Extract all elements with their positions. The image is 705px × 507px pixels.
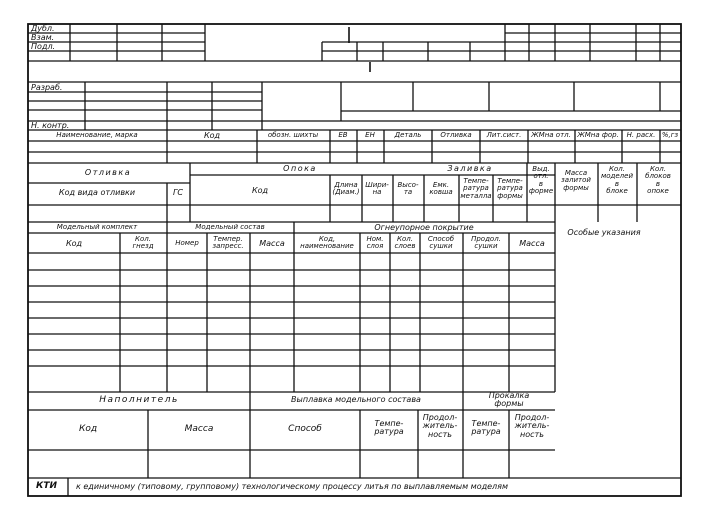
- footer-caption: к единичному (типовому, групповому) технологическому процессу литья по выплавляемым моделям: [76, 482, 509, 491]
- melt-duration-header: Продол- житель- ность: [422, 413, 458, 439]
- footer-kti-label: КТИ: [36, 481, 58, 491]
- model-mass-header: Масса: [259, 239, 285, 248]
- refractory-coating-title: Огнеупорное покрытие: [374, 223, 474, 232]
- flask-title: Опока: [283, 164, 317, 173]
- header-row-dubl: Дубл.: [31, 24, 55, 33]
- coating-mass-header: Масса: [519, 239, 545, 248]
- gs-header: ГС: [172, 188, 184, 197]
- blocks-in-flask-header: Кол. блоков в опоке: [645, 165, 671, 196]
- models-in-block-header: Кол. моделей в блоке: [600, 165, 634, 196]
- casting-kind-code-header: Код вида отливки: [58, 188, 136, 197]
- casting-title: Отливка: [84, 168, 132, 177]
- press-temp-header: Темпер. запресс.: [212, 235, 244, 251]
- flask-width-header: Шири- на: [365, 181, 389, 197]
- firing-temp-header: Темпе- ратура: [471, 419, 501, 437]
- material-code-header: Код: [203, 131, 221, 140]
- material-name-header: Наименование, марка: [56, 131, 138, 139]
- metal-temp-header: Темпе- ратура металла: [460, 177, 492, 200]
- filler-mass-header: Масса: [184, 424, 214, 434]
- castings-in-form-header: Выд. отл. в форме: [528, 165, 554, 196]
- flask-code-header: Код: [251, 186, 269, 195]
- header-row-podl: Подл.: [31, 42, 56, 51]
- number-header: Номер: [175, 239, 199, 247]
- filler-code-header: Код: [78, 424, 98, 434]
- yield-percent-header: %,гз: [661, 131, 679, 139]
- melt-method-header: Способ: [288, 424, 322, 434]
- wax-dept-header: ЖМна отл.: [531, 131, 571, 139]
- pouring-title: Заливка: [447, 164, 493, 173]
- developer-label: Разраб.: [31, 83, 63, 92]
- coating-code-header: Код, наименование: [300, 235, 354, 251]
- nests-count-header: Кол. гнезд: [132, 235, 154, 251]
- part-header: Деталь: [394, 131, 422, 139]
- form-temp-header: Темпе- ратура формы: [497, 177, 523, 200]
- layers-count-header: Кол. слоев: [394, 235, 416, 251]
- header-row-vzam: Взам.: [31, 33, 55, 42]
- en-header: ЕН: [365, 131, 375, 139]
- kit-code-header: Код: [65, 239, 83, 248]
- flask-length-header: Длина (Диам.): [332, 181, 360, 197]
- melt-out-title: Выплавка модельного состава: [291, 395, 421, 404]
- filler-title: Наполнитель: [99, 395, 179, 405]
- ladle-capacity-header: Емк. ковша: [429, 181, 453, 197]
- melt-temp-header: Темпе- ратура: [374, 419, 404, 437]
- flask-height-header: Высо- та: [397, 181, 419, 197]
- wax-form-header: ЖМна фор.: [577, 131, 619, 139]
- model-composition-title: Модельный состав: [195, 223, 265, 231]
- mix-code-header: обозн. шихты: [267, 131, 319, 139]
- norm-consumption-header: Н. расх.: [626, 131, 656, 139]
- norm-control-label: Н. контр.: [31, 121, 70, 130]
- form-mass-header: Масса залитой формы: [561, 169, 591, 192]
- firing-duration-header: Продол- житель- ность: [514, 413, 550, 439]
- special-notes-label: Особые указания: [567, 228, 641, 237]
- ev-header: ЕВ: [338, 131, 348, 139]
- model-kit-title: Модельный комплект: [56, 223, 138, 231]
- casting-header: Отливка: [440, 131, 472, 139]
- drying-method-header: Способ сушки: [427, 235, 455, 251]
- drying-duration-header: Продол. сушки: [471, 235, 501, 251]
- layer-number-header: Ном. слоя: [366, 235, 384, 251]
- foundry-system-header: Лит.сист.: [486, 131, 522, 139]
- form-firing-title: Прокалка формы: [488, 391, 530, 409]
